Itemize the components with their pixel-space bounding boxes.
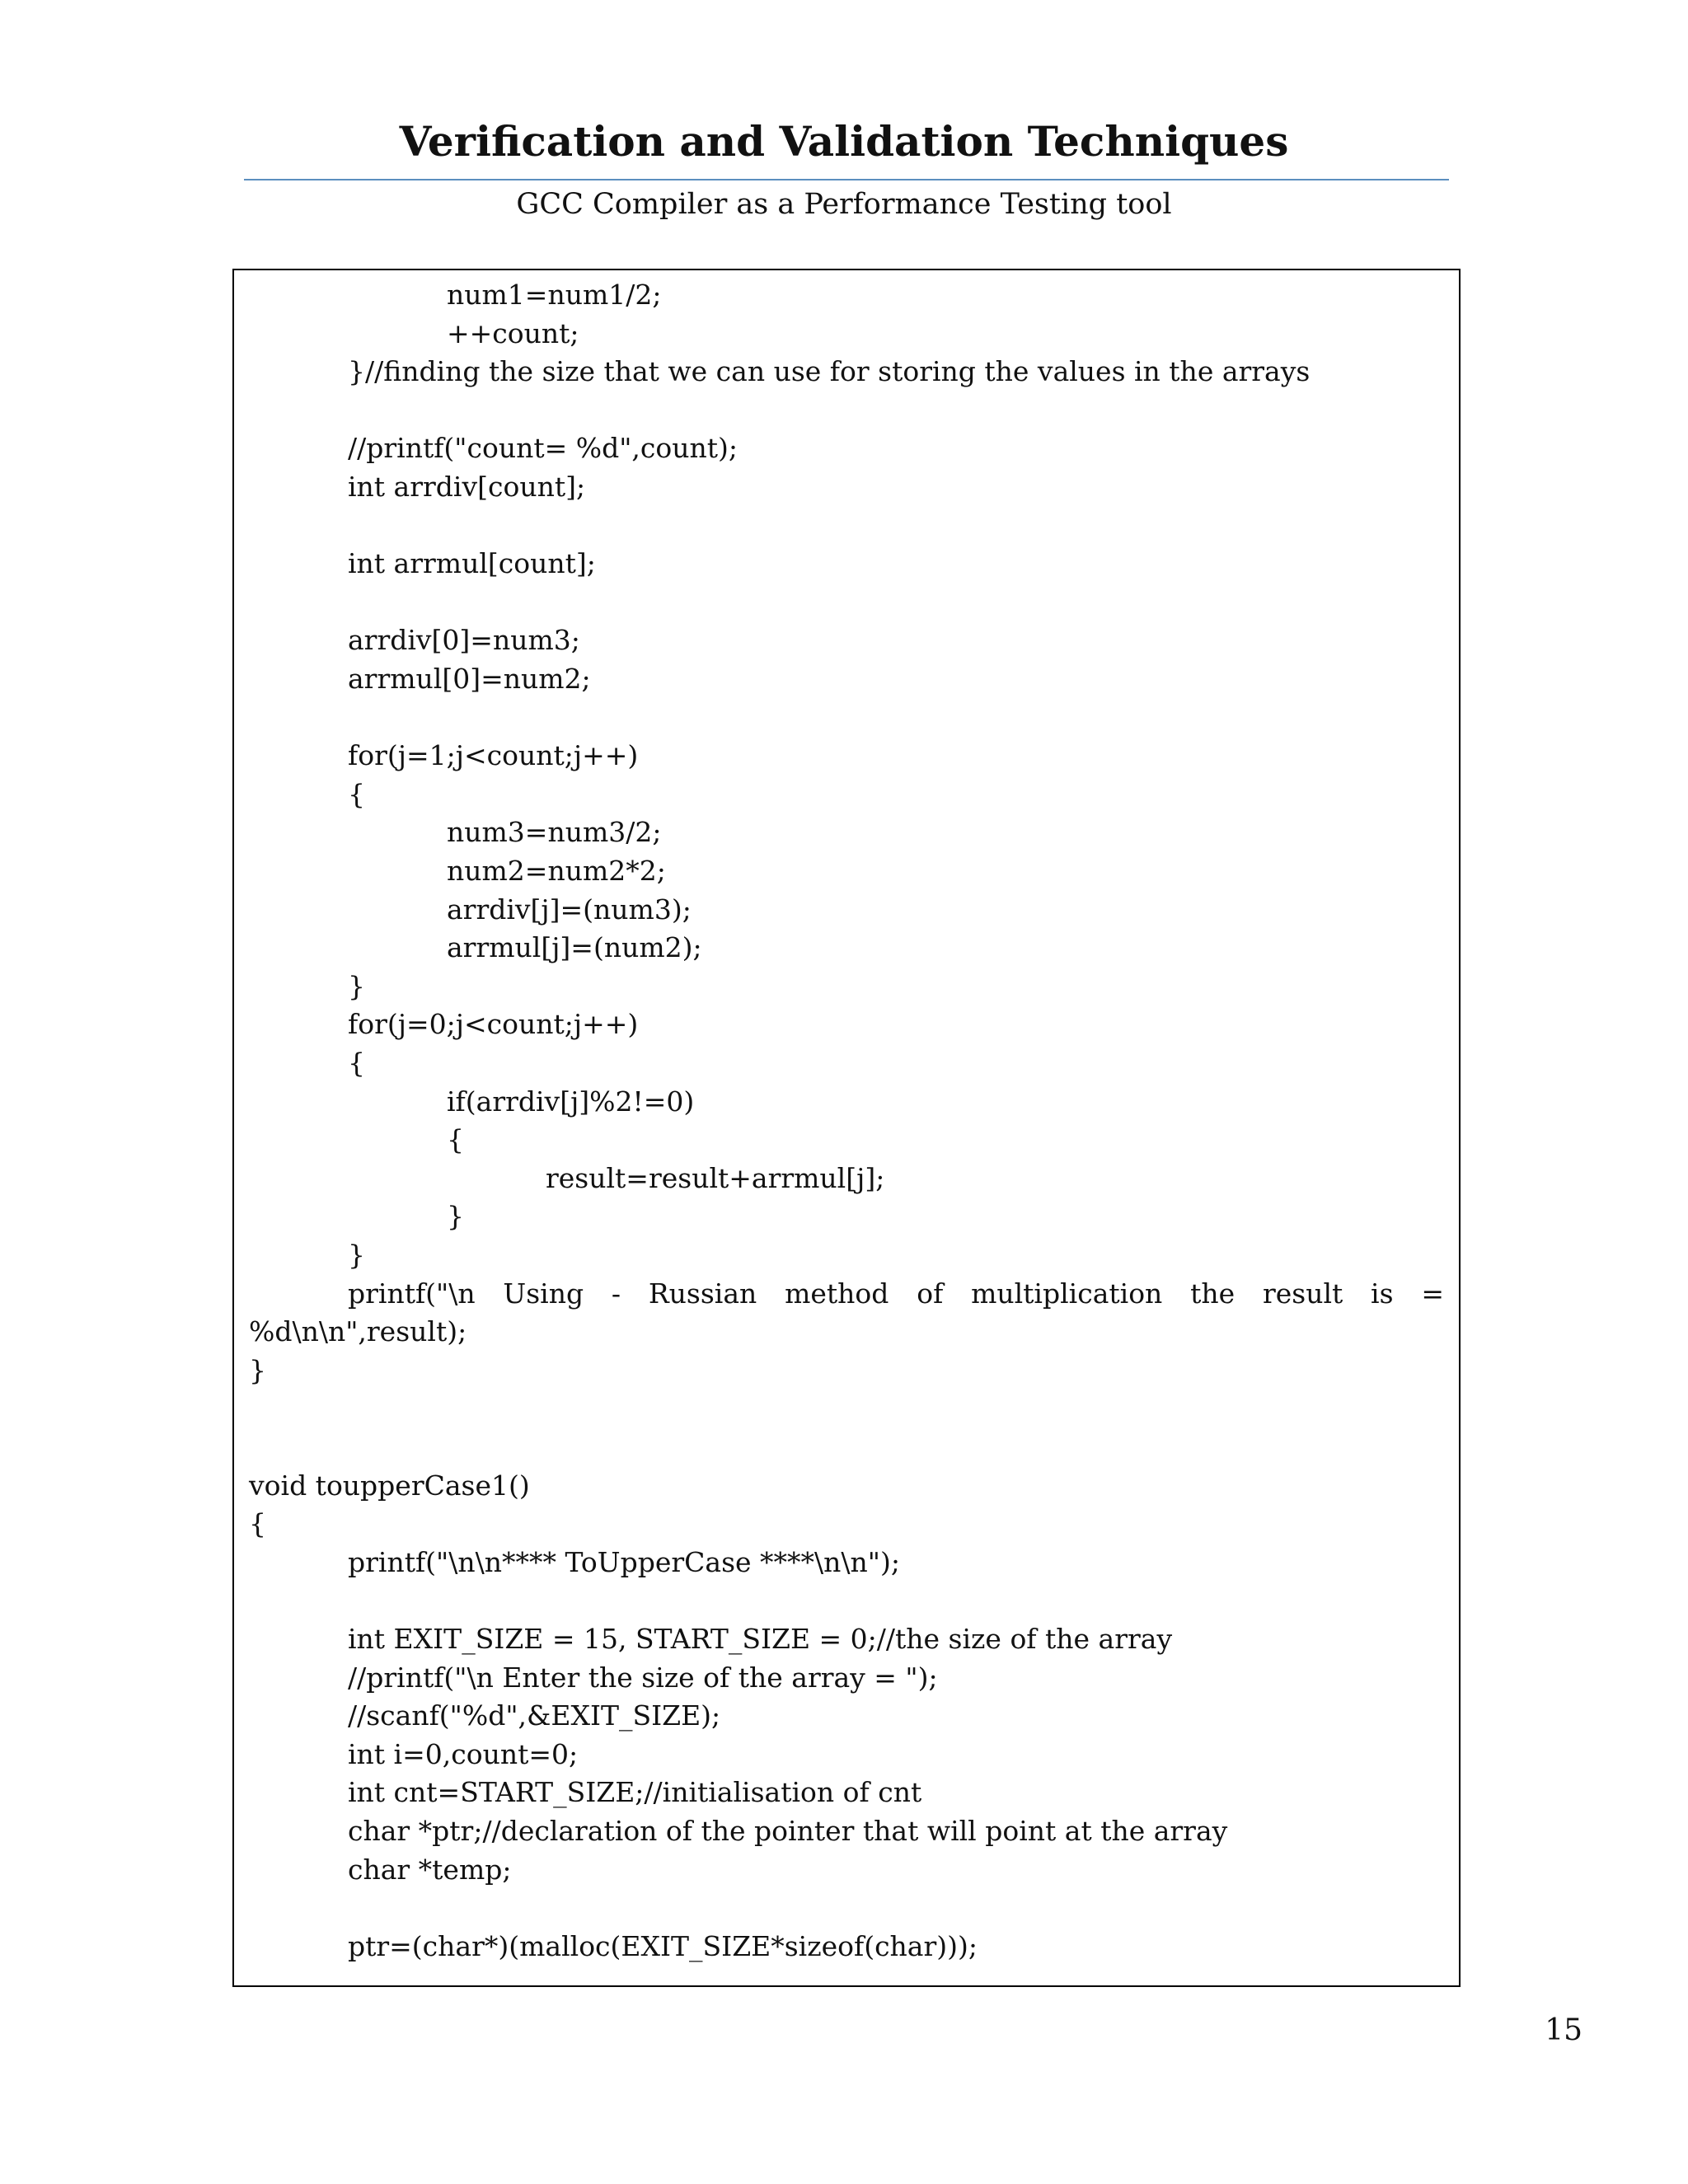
code-listing: [232, 269, 1461, 1987]
code-line: arrdiv[0]=num3;: [348, 624, 580, 657]
page-title: Verification and Validation Techniques: [399, 117, 1289, 166]
code-line: [249, 1581, 1444, 1619]
code-line: int i=0,count=0;: [348, 1737, 579, 1770]
code-line: void toupperCase1(): [249, 1469, 530, 1502]
code-line: }//finding the size that we can use for storing the values in the arrays: [348, 355, 1311, 388]
code-line: printf("\n\n**** ToUpperCase ****\n\n");: [348, 1545, 900, 1578]
code-line: int arrdiv[count];: [348, 471, 586, 503]
code-line: [249, 506, 1444, 545]
code-line: %d\n\n",result);: [249, 1315, 467, 1348]
code-line: //scanf("%d",&EXIT_SIZE);: [348, 1699, 721, 1732]
code-line: {: [348, 777, 365, 810]
code-line: {: [447, 1123, 464, 1156]
code-line: }: [249, 1353, 266, 1386]
page-number: 15: [1545, 2013, 1582, 2047]
code-line: num2=num2*2;: [447, 855, 666, 887]
code-line: arrmul[j]=(num2);: [447, 931, 702, 964]
code-line: {: [348, 1047, 365, 1079]
code-line: //printf("count= %d",count);: [348, 432, 738, 465]
code-line: }: [348, 969, 365, 1002]
code-line: num3=num3/2;: [447, 816, 662, 849]
code-line: int arrmul[count];: [348, 547, 596, 580]
code-line: arrdiv[j]=(num3);: [447, 893, 692, 926]
code-line: num1=num1/2;: [447, 279, 662, 311]
code-line: //printf("\n Enter the size of the array = ");: [348, 1661, 938, 1694]
code-line: [249, 583, 1444, 621]
code-line: ptr=(char*)(malloc(EXIT_SIZE*sizeof(char)));: [348, 1929, 978, 1962]
code-line: [249, 1888, 1444, 1927]
code-line: result=result+arrmul[j];: [546, 1161, 885, 1194]
code-line: for(j=1;j<count;j++): [348, 739, 639, 772]
code-line: [249, 698, 1444, 737]
code-line: printf("\n Using - Russian method of multiplication the result is =: [348, 1277, 1444, 1310]
title-divider: [244, 179, 1449, 180]
code-line: for(j=0;j<count;j++): [348, 1008, 639, 1041]
code-line: int cnt=START_SIZE;//initialisation of cnt: [348, 1776, 922, 1809]
code-line: }: [348, 1239, 365, 1271]
code-line: {: [249, 1507, 266, 1540]
code-line: int EXIT_SIZE = 15, START_SIZE = 0;//the size of the array: [348, 1623, 1173, 1655]
code-line: [249, 1389, 1444, 1427]
code-line: arrmul[0]=num2;: [348, 663, 591, 695]
code-line: [249, 391, 1444, 429]
code-line: ++count;: [447, 316, 579, 349]
code-line: }: [447, 1200, 464, 1233]
code-line: char *temp;: [348, 1853, 512, 1886]
code-line: [249, 1427, 1444, 1466]
code-line: if(arrdiv[j]%2!=0): [447, 1085, 695, 1118]
code-line: char *ptr;//declaration of the pointer that will point at the array: [348, 1815, 1228, 1847]
page-subtitle: GCC Compiler as a Performance Testing tool: [516, 188, 1172, 221]
